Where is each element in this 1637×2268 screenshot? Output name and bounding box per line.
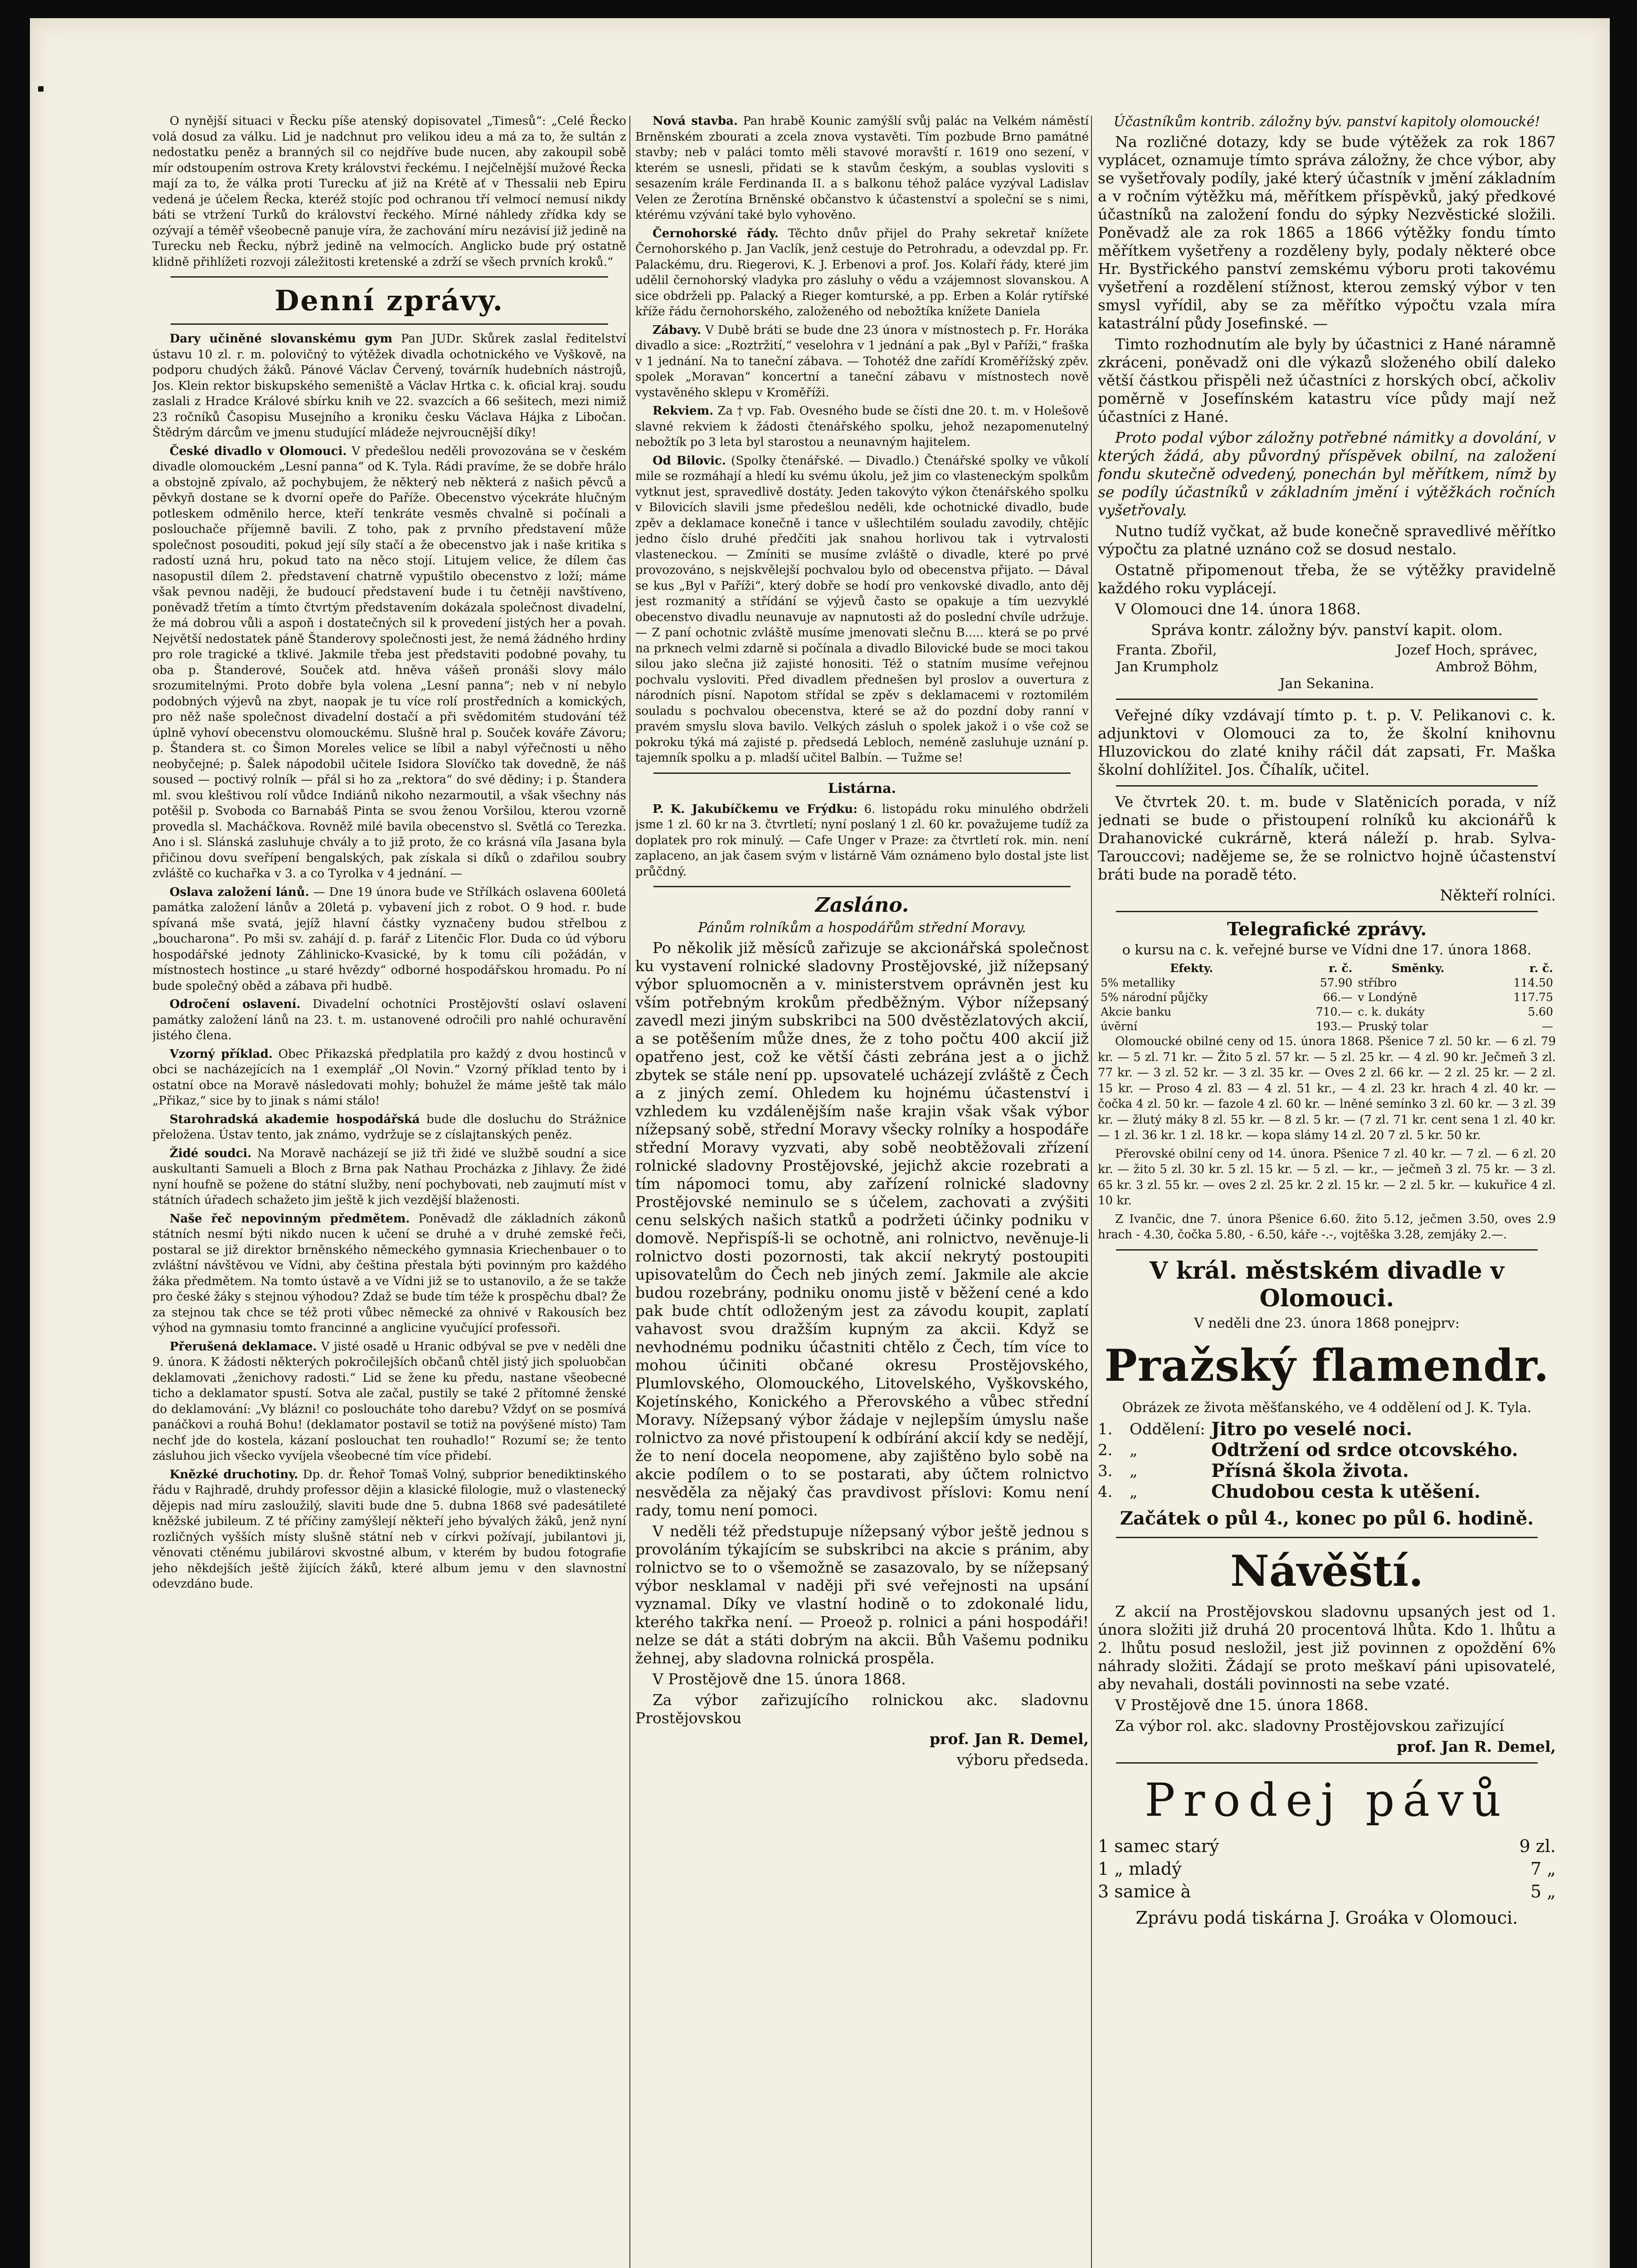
table-cell: 117.75	[1513, 991, 1553, 1004]
play-title: Pražský flamendr.	[1104, 1339, 1549, 1391]
table-header: r. č.	[1529, 962, 1553, 975]
table-cell: 57.90	[1320, 976, 1353, 989]
sale-qty: 3	[1098, 1881, 1109, 1901]
grain-prices-ivancice: Z Ivančic, dne 7. února Pšenice 6.60. žito 5.12, ječmen 3.50, oves 2.9 hrach - 4.30, čočka 5.80, - 6.50, káře -.-, vojtěška 3.28, zemjáky 2.—.	[1098, 1212, 1556, 1242]
act-title: Jitro po veselé noci.	[1211, 1418, 1413, 1440]
divider	[1116, 785, 1538, 787]
table-header: Směnky.	[1391, 962, 1445, 975]
navesti-org: Za výbor rol. akc. sladovny Prostějovskou zařizující	[1115, 1716, 1504, 1735]
news-text: Na Moravě nacházejí se již tři židé ve službě soudní a sice auskultanti Samueli a Bloch z Brna pak Nathau Procházka z Jihlavy. Že židé nyní houfně se požene do státní služby, není pochybovati, neb zaujmutí míst v státních úřadech schažeto jim ještě k jich vezdější blaženosti.	[152, 1146, 626, 1207]
grain-prices-olomouc: Olomoucké obilné ceny od 15. února 1868. Pšenice 7 zl. 50 kr. — 6 zl. 79 kr. — 5 zl. 71 kr. — Žito 5 zl. 57 kr. — 5 zl. 25 kr. — 4 zl. 90 kr. Ječmeň 3 zl. 77 kr. — 3 zl. 52 kr. — 3 zl. 35 kr. — Oves 2 zl. 66 kr. — 2 zl. 25 kr. — 2 zl. 15 kr. — Proso 4 zl. 83 — 4 zl. 51 kr., — 4 zl. 23 kr. hrach 4 zl. 40 kr. — čočka 4 zl. 50 kr. — fazole 4 zl. 60 kr. — lněné semínko 3 zl. 60 kr. — 3 zl. 39 kr. — žlutý máky 8 zl. 55 kr. — 8 zl. 5 kr. — (7 zl. 71 kr. cent sena 1 zl. 40 kr. — 1 zl. 36 kr. 1 zl. 18 kr. — kopa slámy 14 zl. 20 7 zl. 5 kr. 50 kr.	[1098, 1035, 1556, 1142]
table-cell: 710.—	[1315, 1005, 1353, 1018]
sent-subheading: Pánům rolníkům a hospodářům střední Moravy.	[698, 920, 1026, 936]
news-text: Dp. dr. Řehoř Tomaš Volný, subprior benediktinského řádu v Rajhradě, druhdy professor dějin a klasické filologie, muž o vlastenecký dějepis nad míru zasloužilý, slaviti bude dne 5. dubna 1868 své padesátileté kněžské jubileum. Z té příčiny zamýšlejí někteří jeho bývalých žáků, jenž nyní rozličných vyšších místy slušně státní neb v církvi požívají, jubilantovi ji, věnovati ctěnému jubilárovi skvostné album, v kterém by budou fotografie jeho někdejších ještě žijících žáků, které album jemu v den slavnostní odevzdáno bude.	[152, 1467, 626, 1591]
act-title: Přísná škola života.	[1211, 1460, 1409, 1481]
divider	[1116, 1762, 1538, 1764]
notice-paragraph: Na rozličné dotazy, kdy se bude výtěžek za rok 1867 vyplácet, oznamuje tímto správa záložny, že chce výbor, aby se vyšetřovaly podíly, jaké který účastník v jmění základním a v ročním výtěžku má, měřítkem příspěvků, jaký předkové účastníků na založení fondu do sýpky Nezvěstické složili. Poněvadž ale za rok 1865 a 1866 výtěžky fondu tímto měřítkem vyšetřeny a rozděleny byly, podaly některé obce Hr. Bystřického panství zemskému výboru proti takovému vyšetření a rozdělení stížnost, kterou zemský výbor v ten smysl vyřídil, aby se za měřítko výpočtu vzala míra katastrální půdy Josefinské. —	[1098, 133, 1556, 332]
notice-signatures	[1098, 659, 1556, 675]
table-cell: —	[1542, 1020, 1553, 1033]
signature-name: Jan Krumpholz	[1116, 659, 1218, 675]
news-item	[152, 1046, 626, 1109]
act-title: Odtržení od srdce otcovského.	[1211, 1439, 1518, 1461]
divider	[653, 886, 1071, 887]
column-2	[635, 113, 1089, 2268]
sale-row	[1098, 1880, 1556, 1903]
mailbox-entry	[635, 802, 1089, 880]
table-row	[1098, 1005, 1556, 1019]
meeting-paragraph: Ve čtvrtek 20. t. m. bude v Slatěnicích porada, v níž jednati se bude o přistoupení rolníků ku akcionářů k Drahanovické cukrárně, která náleží p. hrab. Sylva-Tarouccovi; nadějeme se, že se rolnictvo hojně účastenství bráti bude na poradě této.	[1098, 793, 1556, 883]
sent-paragraph-2: V neděli též předstupuje nížepsaný výbor ještě jednou s provoláním týkajícím se subskribci na akcie s pránim, aby rolnictvo se to o všemožně se zasazovalo, by se nížepsaný výbor nesklamal v naději při své veřejnosti na upsání vyznamal. Díky ve vlastní hodině o to zdokonalé lidu, kterého takřka není. — Proeož p. rolnici a páni hospodáři! nelze se dát a státi dobrým na akcii. Bůh Vašemu podniku žehnej, aby sladovna rolnická prospěla.	[635, 1522, 1089, 1667]
table-row	[1098, 990, 1556, 1005]
section-heading-telegraph: Telegrafické zprávy.	[1227, 919, 1427, 940]
table-cell: 5% metalliky	[1101, 976, 1175, 989]
notice-org: Správa kontr. záložny býv. panství kapit. olom.	[1151, 621, 1503, 639]
notice-heading: Účastníkům kontrib. záložny býv. panství kapitoly olomoucké!	[1113, 114, 1540, 130]
sent-signature: prof. Jan R. Demel,	[930, 1730, 1089, 1748]
news-text: Poněvadž dle základních zákonů státních nesmí býti nikdo nucen k učení se druhé a v druhé zemské řeči, postaral se již direktor brněnského německého gymnasia Kriechenbauer o to zvláštní návštěvou ve Vídni, aby čeština přestala býti povinným pro každého žáka předmětem. Na tomto ústavě a ve Vídni již se to ustanovilo, a že se takže pro české žáky s stejnou výhodou? Zdaž se bude tím téže k prospěchu dbal? Že za stejnou tak chce se též proti vůbec německé za ohnivé v Rakousích bez výhod na gymnasiu tomto francinné a anglicine vyučující professoři.	[152, 1212, 626, 1335]
table-header-row	[1098, 961, 1556, 976]
act-label: „	[1130, 1441, 1138, 1459]
table-cell: úvěrní	[1101, 1020, 1138, 1033]
act-label: „	[1130, 1482, 1138, 1501]
notice-paragraph-5: Ostatně připomenout třeba, že se výtěžky pravidelně každého roku vyplácejí.	[1098, 561, 1556, 597]
news-lead: Od Bilovic.	[653, 454, 726, 468]
column-3	[1098, 113, 1556, 2268]
news-list	[152, 331, 626, 1592]
table-row	[1098, 976, 1556, 990]
table-cell: 193.—	[1315, 1020, 1353, 1033]
news-lead: Přerušená deklamace.	[170, 1339, 317, 1354]
news-text: V předešlou neděli provozována se v českém divadle olomouckém „Lesní panna“ od K. Tyla. Rádi pravíme, že se dobře hrálo a obstojně zpívalo, až pochybujem, že některý neb některá z našich pěvců a pěvkyň dostane se k dvorní opeře do Paříže. Obecenstvo výcekráte hlučným potleskem odměnilo herce, kteří tenkráte vesměs chvalně si počínali a poslouchače příjemně bavili. Z toho, pak z prvního představení může společnost posouditi, pokud její síly stačí a že obecenstvo jak i naše kritika s radostí uzná hru, pokud tato na něco stojí. Litujem velice, že dílem čas nasopustil dílem 2. představení chatrně vypuštilo obecenstvo z loží; máme však pevnou naději, že budoucí představení bude i tu četněji navštíveno, poněvadž třetím a tímto čtvrtým představením dokázala společnost divadelní, že má dobrou vůli a aspoň i dostatečných sil k provedení jistých her a povah. Největší nedostatek páně Štanderovy společnosti jest, že nemá žádného hrdiny pro role tragické a tklivé. Jakmile třeba jest představiti podobné povahy, tu oba p. Štanderové, Souček atd. hněva vášeň pronáši slovy málo srozumitelnými. Proto dobře byla volena „Lesní panna“; neb v ní nebylo podobných výjevů na zbyt, naopak je tu více rolí prostředních a komických, pro něž naše společnost divadelní dostačí a při svědomitém studování též úplně vyhoví obecenstvu olomouckému. Slušně hral p. Souček kováře Závoru; p. Štandera st. co Šimon Moreles velice se líbil a nabyl výřečnosti u něho neobyčejné; p. Šalek nápodobil učitele Isidora Slovíčko tak dovedně, že náš soused — poctivý rolník — přál si ho za „rektora“ do své dědiny; i p. Štandera ml. svou kleštivou rolí vůdce Indiánů nikoho nezarmoutil, a však všechny nás potěšil p. Svoboda co Barnabáš Pinta se svou ženou Voršilou, kterou vzorně provedla sl. Macháčkova. Rovněž milé bavila obecenstvo sl. Světlá co Terezka. Ano i sl. Slánská zasluhuje chvály a to již proto, že co krásná víla Jasana byla přičinou dovu sveřípení bengalských, pak získala si díků o zdařilou soubry zvláště co kuchařka v 3. a co Tyrolka v 4 jednání. —	[152, 444, 626, 880]
theatre-heading: V král. městském divadle v Olomouci.	[1150, 1256, 1504, 1312]
news-item	[635, 453, 1089, 766]
table-cell: stříbro	[1358, 976, 1397, 989]
mailbox-text: 6. listopádu roku minulého obdrželi jsme 1 zl. 60 kr na 3. čtvrtletí; nyní poslaný 1 zl. 60 kr. považujeme tudíž za doplatek pro rok minulý. — Cafe Unger v Praze: za čtvrtletí rok. min. není zaplaceno, an jak časem svým v listárně Vám oznámeno bylo dostal jste list průčdný.	[635, 802, 1089, 879]
news-text: Divadelní ochotníci Prostějovští oslaví oslavení památky založení lánů na 23. t. m. ustanovené odročili pro nahlé ochuravění jistého člena.	[152, 997, 626, 1042]
sale-desc: samec starý	[1114, 1836, 1219, 1856]
news-text: Obec Přikazská předplatila pro každý z dvou hostinců v obci se nacházejících na 1 exemplář „Ol Novin.“ Vzorný příklad tento by i ostatní obce na Moravě následovati mohly; bohužel že máme ještě tak málo „Přikaz,“ sice by to jinak s námi stálo!	[152, 1047, 626, 1108]
news-lead: Oslava založení lánů.	[170, 885, 309, 899]
notice-paragraph-4: Nutno tudíž vyčkat, až bude konečně spravedlivé měřítko výpočtu za platné uznáno což se dosud nestalo.	[1098, 522, 1556, 558]
news-text: V Dubě bráti se bude dne 23 února v místnostech p. Fr. Horáka divadlo a sice: „Roztržití,“ veselohra v 1 jednání a pak „Byl v Paříži,“ fraška v 1 jednání. Na to taneční zábava. — Tohotéž dne zařídí Kroměřížský zpěv. spolek „Moravan“ koncertní a taneční zábavu v místnostech nově vystavěného sklepu v Kroměříži.	[635, 323, 1089, 400]
news-item	[152, 1146, 626, 1208]
signature-name: Jan Sekanina.	[1279, 676, 1374, 692]
table-row	[1098, 1019, 1556, 1034]
theatre-subheading: V neděli dne 23. února 1868 ponejprv:	[1194, 1315, 1460, 1331]
notice-paragraph-2: Timto rozhodnutím ale byly by účastnici z Hané náramně zkráceni, poněvadž oni dle výkazů složeného obilí daleko větší částkou přispěli než účastníci z horských obcí, ačkoliv poměrně v Josefínském katastru více půdy mají než účastníci z Hané.	[1098, 335, 1556, 425]
thanks-paragraph: Veřejné díky vzdávají tímto p. t. p. V. Pelikanovi c. k. adjunktovi v Olomouci za to, že školní knihovnu Hluzovickou do zlaté knihy ráčil dát zapsati, Fr. Maška školní dohlížitel. Jos. Číhalík, učitel.	[1098, 706, 1556, 778]
sale-item	[1098, 1880, 1191, 1903]
table-cell: c. k. dukáty	[1358, 1005, 1425, 1018]
act-label: „	[1130, 1461, 1138, 1480]
sale-desc: samice à	[1114, 1881, 1191, 1901]
divider	[1116, 1537, 1538, 1538]
act-label: Oddělení:	[1130, 1420, 1205, 1438]
act-number: 3.	[1098, 1461, 1113, 1480]
news-lead: Knězké druchotiny.	[170, 1467, 298, 1481]
table-cell: Pruský tolar	[1358, 1020, 1428, 1033]
news-item	[152, 997, 626, 1044]
news-lead: Černohorské řády.	[653, 226, 779, 240]
telegraph-subheading: o kursu na c. k. veřejné burse ve Vídni dne 17. února 1868.	[1122, 942, 1532, 958]
news-lead: České divadlo v Olomouci.	[170, 444, 347, 458]
news-item	[152, 444, 626, 882]
signature-name: Ambrož Böhm,	[1436, 659, 1538, 675]
table-cell: v Londýně	[1358, 991, 1418, 1004]
notice-signatures	[1098, 642, 1556, 659]
news-lead: Vzorný příklad.	[170, 1047, 273, 1061]
news-lead: Naše řeč nepovinným předmětem.	[170, 1212, 410, 1226]
sale-qty: 1	[1098, 1836, 1109, 1856]
news-text: bude dle dosluchu do Strážnice přeložena. Ústav tento, jak známo, vydržuje se z císlajtanských peněz.	[152, 1112, 626, 1142]
signature-name: Jozef Hoch, správec,	[1396, 642, 1538, 658]
news-item	[152, 1211, 626, 1336]
exchange-table-body	[1098, 976, 1556, 1034]
news-lead: Zábavy.	[653, 323, 702, 337]
notice-date: V Olomouci dne 14. února 1868.	[1115, 600, 1361, 618]
column-rule-2	[1091, 116, 1092, 2268]
intro-paragraph: O nynější situaci v Řecku píše atenský dopisovatel „Timesů“: „Celé Řecko volá dosud za válku. Lid je nadchnut pro velikou ideu a má za to, že sultán z nedostatku peněz a branných sil co nejdříve bude nucen, aby zakoupil sobě mír odstoupením ostrova Krety královstvi řeckému. I nejčelnější mužové Řecka mají za to, že válka proti Turecku ať již na Krétě ať v Thessalii neb Epiru vedená je účelem Řecka, kteréž stojíc pod ochranou tří velmocí nemusí nikdy báti se vtržení Turků do království řeckého. Mírné náhledy zřídka kdy se ozývají a téměř všeobecně panuje víra, že zachování míru nezávisí již jedině na Turecku neb Řecku, nýbrž jedině na velmocích. Anglicko bude prý ostatně klidně přihlížeti rozvoji záležitosti kretenské a zdrží se všech prvních kroků.“	[152, 114, 626, 269]
news-item	[635, 323, 1089, 401]
table-cell: 5% národní půjčky	[1101, 991, 1208, 1004]
section-heading-daily-news: Denní zprávy.	[274, 284, 504, 317]
news-item	[152, 885, 626, 994]
sale-item	[1098, 1835, 1219, 1857]
margin-mark	[38, 86, 44, 92]
divider	[1116, 1249, 1538, 1251]
news-item	[635, 403, 1089, 450]
sale-list	[1098, 1835, 1556, 1903]
signature-name: Franta. Zbořil,	[1116, 642, 1217, 658]
table-cell: 114.50	[1513, 976, 1553, 989]
sent-date: V Prostějově dne 15. února 1868.	[653, 1670, 906, 1688]
notice-heading-navesti: Návěští.	[1230, 1546, 1424, 1596]
news-lead: Židé soudci.	[170, 1146, 252, 1160]
section-heading-sent: Zasláno.	[815, 894, 909, 917]
divider	[171, 323, 608, 325]
news-item	[152, 1467, 626, 1592]
play-times: Začátek o půl 4., konec po půl 6. hodině.	[1120, 1507, 1534, 1529]
section-heading-mailbox: Listárna.	[828, 780, 896, 797]
news-text: V jisté osadě u Hranic odbýval se pve v neděli dne 9. února. K žádosti některých pokročilejších občanů chtěl jistý jich spoluobčan deklamovati „ženichovy radosti.“ Lid se žene ku předu, nastane všeobecné ticho a deklamator spustí. Sotva ale začal, pustily se také 2 přítomné ženské do deklamování: „Vy blázni! co posloucháte toho darebu? Vždyť on se posmívá panáčkovi a rouhá Bohu! (deklamator postavil se totiž na povýšené místo) Tam nechť jde do kostela, kázaní poslouchat ten rouhadlo!“ Rozumí se; že tento zásluhou jich všecko vyvíjela všeobecné tím více přidebí.	[152, 1339, 626, 1463]
play-description: Obrázek ze života měšťanského, ve 4 oddělení od J. K. Tyla.	[1122, 1399, 1532, 1416]
sale-row	[1098, 1835, 1556, 1857]
news-lead: Rekviem.	[653, 404, 714, 418]
act-title: Chudobou cesta k utěšení.	[1211, 1481, 1481, 1502]
sent-signature-role: výboru předseda.	[956, 1751, 1089, 1769]
news-list	[635, 113, 1089, 766]
news-text: Pan hrabě Kounic zamýšlí svůj palác na Velkém náměstí Brněnském zbourati a zcela znova vystavěti. Tím pozbude Brno památné stavby; neb v paláci tomto měli stavové moravští r. 1619 ono sezení, v kterém se usnesli, přidati se k stavům českým, a soublas vysloviti s sesazením krále Ferdinanda II. a s balkonu téhož paláce vyzýval Ladislav Velen ze Žerotína Brněnské občanstvo k účastenství a společní se s nimi, ktérému vzývání také bylo vyhověno.	[635, 114, 1089, 222]
sale-qty: 1	[1098, 1858, 1109, 1879]
column-rule-1	[629, 116, 630, 2268]
exchange-table	[1098, 961, 1556, 1034]
news-item	[152, 1339, 626, 1464]
sale-price: 9 zl.	[1519, 1836, 1556, 1856]
sale-footer: Zprávu podá tiskárna J. Groáka v Olomouci.	[1135, 1907, 1518, 1928]
news-text: Pan JUDr. Skůrek zaslal ředitelství ústavu 10 zl. r. m. polovičný to výtěžek divadla ochotnického ve Vyškově, na podporu chudých žáků. Pánové Václav Červený, továrník hudebních nástrojů, Jos. Klein rektor biskupského semeniště a Václav Hrtka c. k. oficial kraj. soudu zaslali z Hradce Králové sbírku knih ve 22. svazcích a 66 sešitech, mezi nimiž 23 ročníků Časopisu Musejního a kroniku česku Václava Hájka z Libočan. Štědrým dárcům ve jmenu studující mládeže nejvroucnější díky!	[152, 332, 626, 440]
meeting-signature: Někteří rolníci.	[1440, 886, 1556, 904]
news-item	[152, 1112, 626, 1143]
act-row	[1098, 1481, 1556, 1502]
grain-prices-prerov: Přerovské obilní ceny od 14. února. Pšenice 7 zl. 40 kr. — 7 zl. — 6 zl. 20 kr. — žito 5 zl. 30 kr. 5 zl. 15 kr. — 5 zl. — kr., — ječmeň 3 zl. 75 kr. — 3 zl. 65 kr. 3 zl. 55 kr. — oves 2 zl. 25 kr. 2 zl. 15 kr. — 2 zl. 5 kr. — kukuřice 4 zl. 10 kr.	[1098, 1147, 1556, 1207]
play-acts	[1098, 1419, 1556, 1502]
sent-paragraph: Po několik již měsíců zařizuje se akcionářská společnost ku vystavení rolnické sladovny Prostějovské, již nížepsaný výbor spluomocněn a v. ministerstvem oprávněn jest ku vším potřebným krokům předběžným. Výbor nížepsaný zavedl mezi jiným subskribci na 500 dvěstězlatových akcií, a se potěšením může dnes, že z toho počtu 400 akcií již opatřeno jest, což ke větší části zebrána jest a o jichž zbytek se stále není pp. upsovatelé ucházejí zvláště z Čech a z jiných zemí. Ohledem ku hojnému účastenství i vzhledem ku vzdálenějším naše krajin však však výbor nížepsaný sobě, střední Moravy všecky rolníky a hospodáře střední Moravy vyzvati, aby sobě neobtěžovali zřízení rolnické sladovny Prostějovské, jejichž akcie rozebrati a tím nápomoci tomu, aby zařízení rolnické sladovny Prostějovské neminulo se s účelem, zachovati a zvýšiti cenu selských našich statků a podržeti účinky podniku v domově. Nepřispíš-li se ochotně, ani rolnictvo, nevěnuje-li rolnictvo dosti pozornosti, tak akcií nekrytý postoupiti upisovatelům do Čech neb jiných zemí. Jakmile ale akcie budou rozebrány, podniku onomu jistě v běžení cené a kdo pak bude chtít odloženým jest za závodu koupit, zaplatí vahavost svou dražším kupným za akcii. Když se nevhodnému podniku účastniti chtělo z Čech, tím více to mohou účiniti občané okresu Prostějovského, Plumlovského, Olomouckého, Litovelského, Vyškovského, Kojetínského, Konického a Přerovského a vůbec střední Moravy. Nížepsaný výbor žádaje v nejlepším úmyslu naše rolnictvo za nové přistoupení k odbírání akcií kdy se nedějí, že to není docela neopomene, aby zajištěno bylo sobě na akcie podílem o to se postarati, aby účtem rolnictvo nesvěděla za nějaký čas pravdivost příslovi: Komu není rady, tomu není pomoci.	[635, 939, 1089, 1519]
news-lead: Dary učiněné slovanskému gym	[170, 332, 393, 346]
divider	[653, 772, 1071, 774]
act-row	[1098, 1461, 1556, 1481]
divider	[171, 276, 608, 278]
newspaper-page	[30, 18, 1610, 2268]
table-cell: Akcie banku	[1101, 1005, 1172, 1018]
sale-heading: Prodej pávů	[1145, 1773, 1509, 1827]
news-text: Za † vp. Fab. Ovesného bude se čísti dne 20. t. m. v Holešově slavné rekviem k žádosti čtenářského spolku, jehož nezapomenutelný nebožtík po 3 leta byl starostou a neunavným hajitelem.	[635, 404, 1089, 449]
table-header: r. č.	[1329, 962, 1353, 975]
act-number: 1.	[1098, 1420, 1113, 1438]
sale-price: 7 „	[1530, 1858, 1556, 1879]
notice-paragraph-3: Proto podal výbor záložny potřebné námitky a dovolání, v kterých žádá, aby půvordný příspěvek obilní, na založení fondu skutečně odvedený, ponechán byl měřítkem, nímž by se podíly účastníků v základním jmění i výtěžkách ročních vyšetřovaly.	[1098, 429, 1556, 519]
act-row	[1098, 1440, 1556, 1461]
table-header: Efekty.	[1170, 962, 1213, 975]
news-lead: Starohradská akademie hospodářská	[170, 1112, 420, 1126]
navesti-paragraph: Z akcií na Prostějovskou sladovnu upsaných jest od 1. února složiti již druhá 20 procentová lhůta. Kdo 1. lhůtu a 2. lhůtu posud nesložil, jest již povinnen z opoždění 6% náhrady složiti. Žádají se proto meškaví páni upisovatelé, aby nevahali, dostáli povinnosti na sebe vzaté.	[1098, 1602, 1556, 1693]
table-cell: 66.—	[1323, 991, 1353, 1004]
news-item	[635, 226, 1089, 320]
sent-org: Za výbor zařizujícího rolnickou akc. sladovnu Prostějovskou	[635, 1691, 1089, 1727]
news-lead: Odročení oslavení.	[170, 997, 301, 1011]
column-1	[152, 113, 626, 2268]
sale-row	[1098, 1857, 1556, 1880]
news-text: Těchto dnův přijel do Prahy sekretař knížete Černohorského p. Jan Vaclík, jenž cestuje do Petrohradu, a odevzdal pp. Fr. Palackému, dru. Riegerovi, K. J. Erbenovi a prof. Jos. Kolaří řády, které jim udělil černohorský vladyka pro zásluhy o vědu a vzájemnost slovanskou. A sice obdrželi pp. Palacký a Rieger komturské, a pp. Erben a Kolár rytířské kříže řádu černohorského, založeného od nebožtíka knížete Daniela	[635, 226, 1089, 318]
navesti-signature: prof. Jan R. Demel,	[1397, 1737, 1556, 1755]
act-number: 4.	[1098, 1482, 1113, 1501]
news-lead: Nová stavba.	[653, 114, 738, 128]
news-text: (Spolky čtenářské. — Divadlo.) Čtenářské spolky ve vůkolí mile se rozmáhají a hledí ku svému úkolu, jež jim co vlasteneckým spolkům vytknut jest, spravedlivě dostáty. Jeden takovýto výkon čtenářského spolku v Bilovicích slavili jsme předešlou neděli, kde ochotnické divadlo, bude zpěv a deklamace konečně i tance v ušlechtilém souladu zavodily, chtějíc jedno číslo druhé předčiti jak snahou horlivou tak i vytrvalosti vlasteneckou. — Zmíniti se musíme zvláště o divadle, které po prvé provozováno, s nejskvělejší pochvalou bylo od obecenstva přijato. — Dával se kus „Byl v Paříži“, který dobře se hodí pro venkovské divadlo, anto děj jest rozmanitý a střídání se výjevů často se opakuje a tím uezvyklé obecenstvo divadlu neunavuje av napnutosti až do poslední chvíle udržuje. — Z paní ochotnic zvláště musíme jmenovati slečnu B..... která se po prvé na prknech velmi zdarně si počínala a divadlo Bilovické bude se moci takou silou jako slečna již zajisté honositi. Též o statním musíme veřejnou pochvalu vysloviti. Před divadlem přednešen byl proslov a ouvertura z národních písní. Napotom střídal se zpěv s deklamacemi v roztomilém souladu s pochvalou obecenstva, které se až do pozdní doby ranní v pravém smyslu slova bavilo. Velkých zásluh o spolek jakož i o vše což se pokroku týká má zajisté p. předsedá Lebloch, neméně zasluhuje uznání p. tajemník spolku a p. mladší učitel Balbín. — Tužme se!	[635, 454, 1089, 765]
news-item	[635, 113, 1089, 223]
act-number: 2.	[1098, 1441, 1113, 1459]
divider	[1116, 699, 1538, 700]
news-text: — Dne 19 února bude ve Střílkách oslavena 600letá památka založení lánův a 20letá p. vybavení jich z robot. O 9 hod. r. bude spívaná mše svatá, jejíž hlavní částky vyznačeny budou střelbou z „boucharona“. Po mši sv. zahájí d. p. farář z Litenčic Flor. Duda co úd výboru hospodářské jednoty Záhlinicko-Kvasické, by k tomu cíli požádán, v místnostech hostince „u staré hvězdy“ odborné hospodářskou hromadu. Po ní bude společný oběd a zábava při hudbě.	[152, 885, 626, 993]
news-item	[152, 331, 626, 441]
table-cell: 5.60	[1528, 1005, 1553, 1018]
act-row	[1098, 1419, 1556, 1440]
sale-desc: „ mladý	[1114, 1858, 1182, 1879]
sale-item	[1098, 1857, 1182, 1880]
navesti-date: V Prostějově dne 15. února 1868.	[1115, 1696, 1369, 1714]
sale-price: 5 „	[1530, 1881, 1556, 1901]
divider	[1116, 911, 1538, 912]
mailbox-lead: P. K. Jakubíčkemu ve Frýdku:	[653, 802, 857, 816]
